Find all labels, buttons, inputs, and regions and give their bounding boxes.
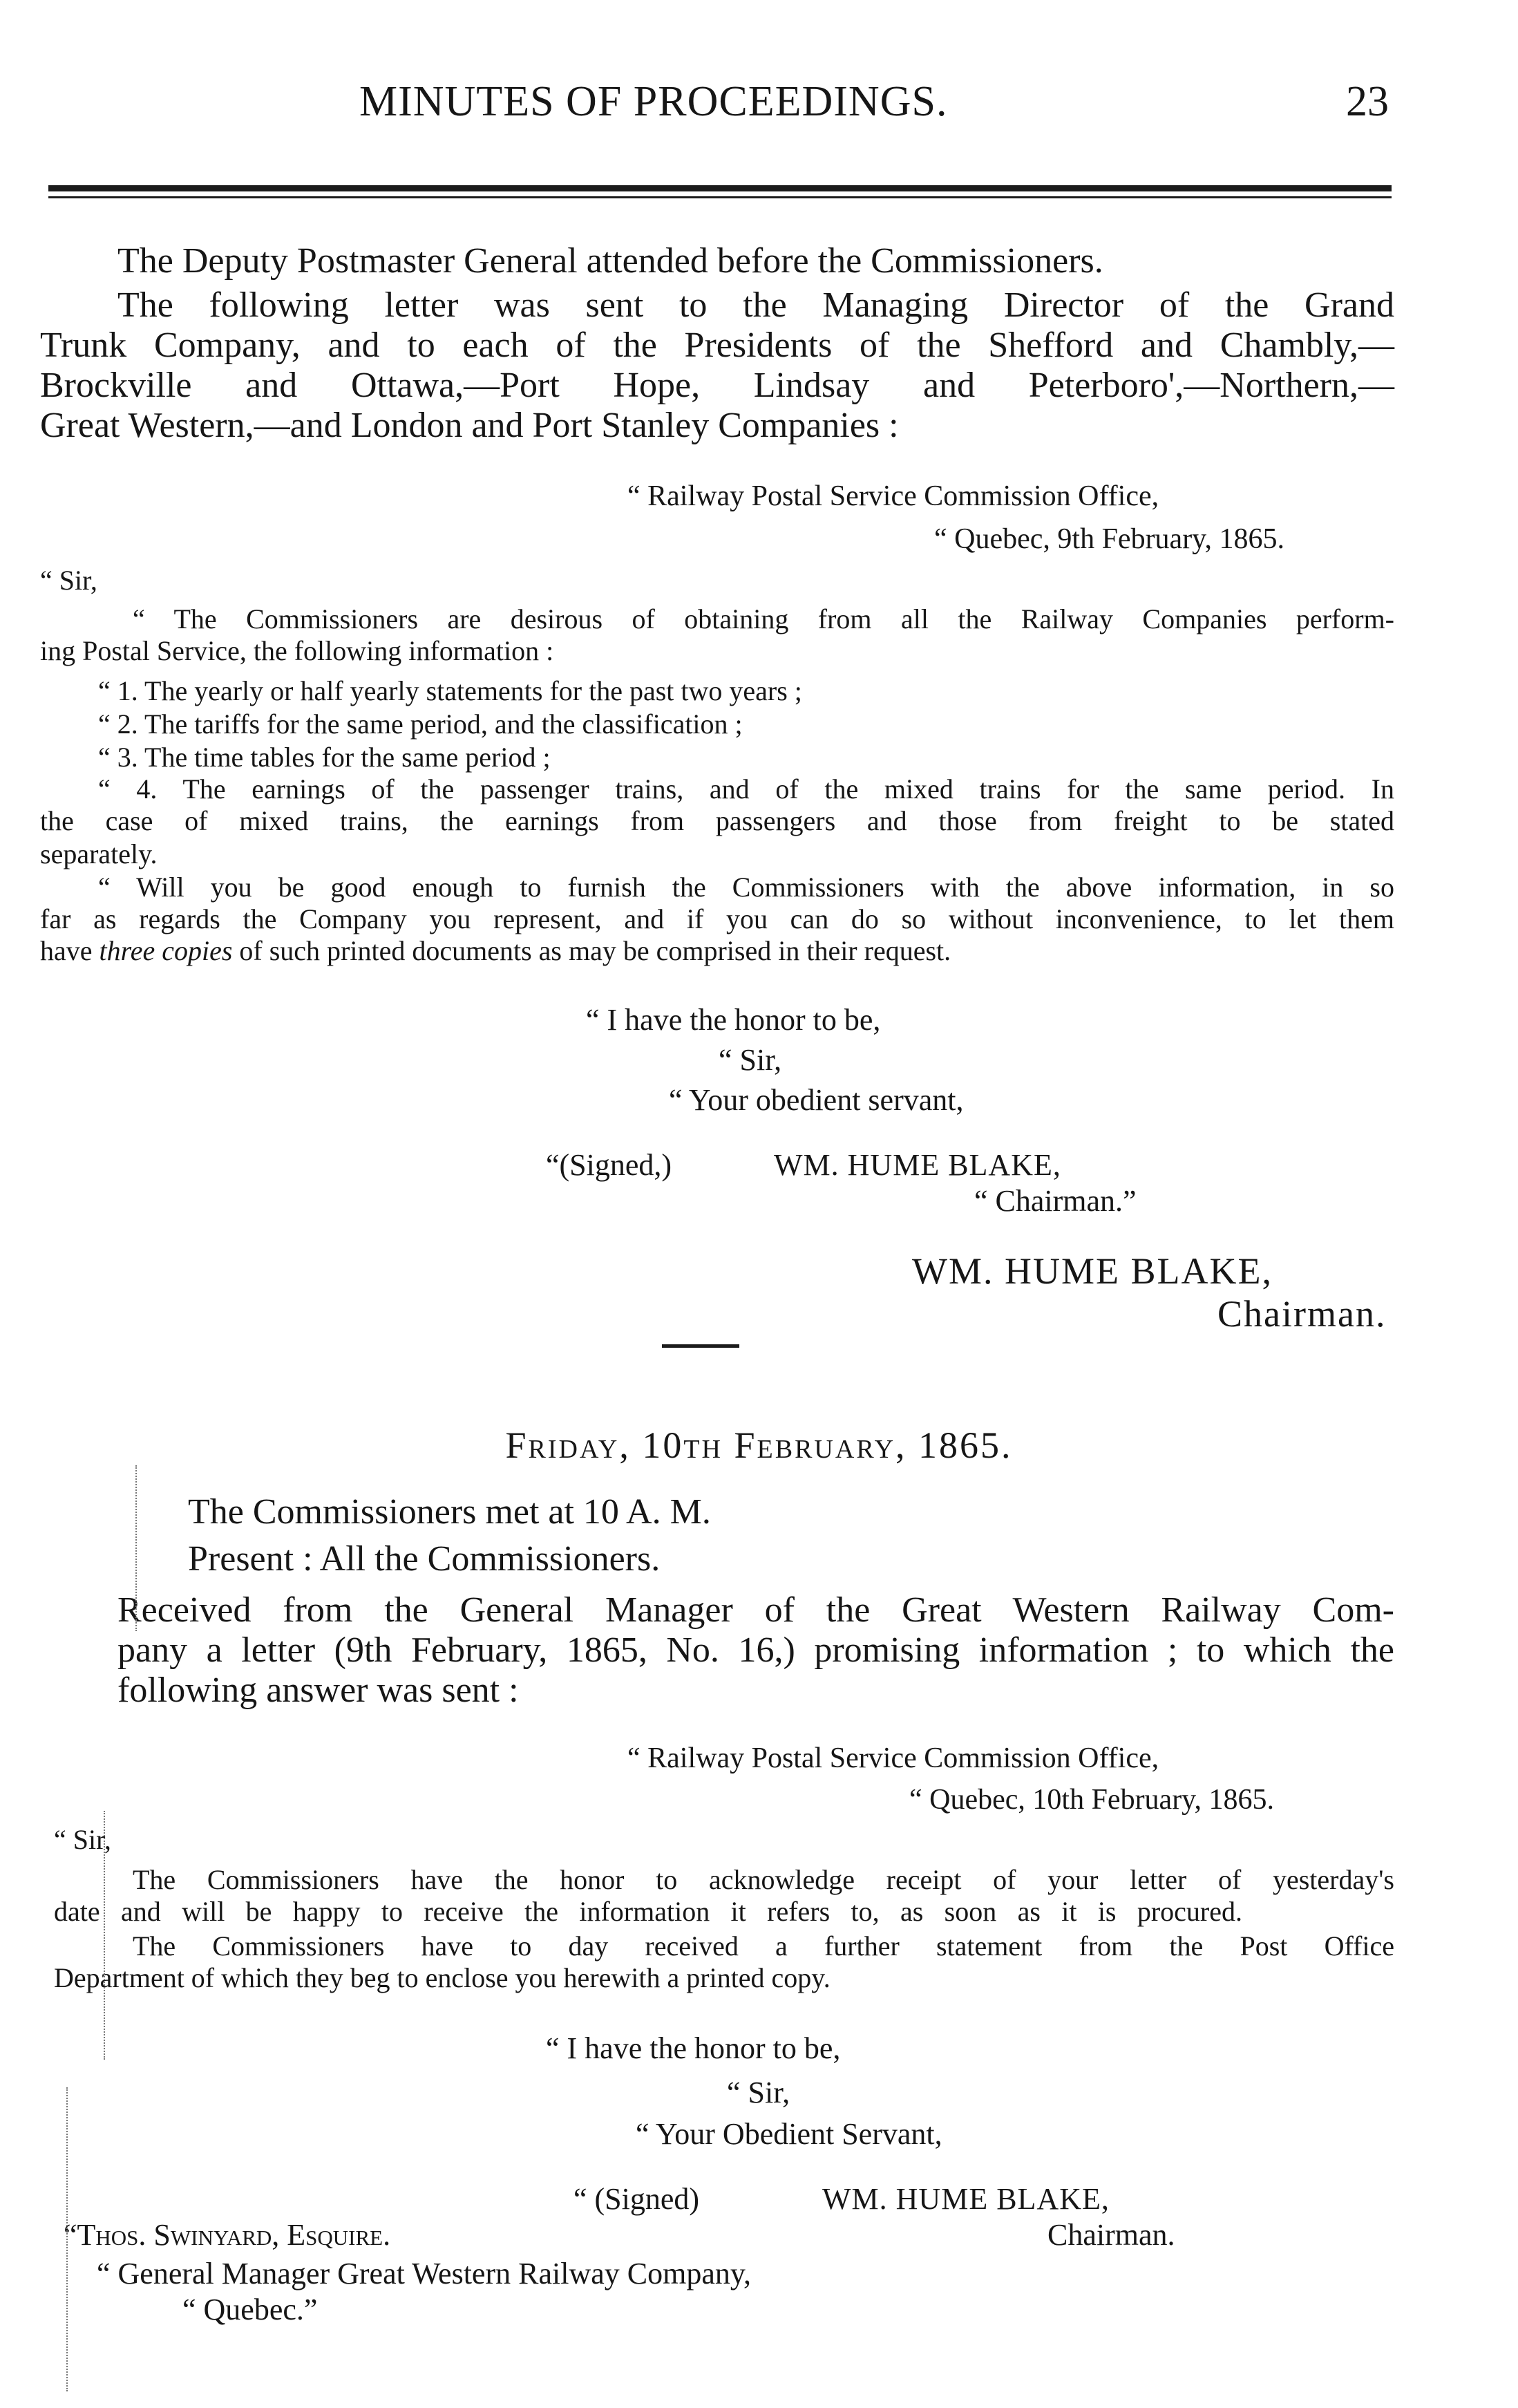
received-line-1: Received from the General Manager of the Great Western Railway Com- <box>117 1590 1394 1630</box>
margin-dotted-line <box>66 2087 68 2391</box>
meeting-time-line: The Commissioners met at 10 A. M. <box>188 1492 711 1532</box>
addressee-name: “Thos. Swinyard, Esquire. <box>64 2218 391 2252</box>
letter2-salutation: “ Sir, <box>54 1824 111 1855</box>
letter1-item-1: “ 1. The yearly or half yearly statements for the past two years ; <box>98 675 802 706</box>
attendance-line: The Deputy Postmaster General attended before the Commissioners. <box>117 241 1103 281</box>
letter1-closing-2: “ Sir, <box>719 1043 782 1077</box>
addressee-location: “ Quebec.” <box>182 2293 318 2326</box>
letter1-item-3: “ 3. The time tables for the same period ; <box>98 742 551 773</box>
letter2-body-line-1: The Commissioners have the honor to acknowledge receipt of your letter of yesterday's <box>133 1864 1394 1895</box>
letter2-body-line-3: The Commissioners have to day received a further statement from the Post Office <box>133 1930 1394 1962</box>
intro-line-1: The following letter was sent to the Managing Director of the Grand <box>117 285 1394 325</box>
letter2-closing-2: “ Sir, <box>727 2076 790 2109</box>
minutes-signature-title: Chairman. <box>1217 1293 1387 1335</box>
letter1-request-line-1: “ Will you be good enough to furnish the Commissioners with the above information, in so <box>98 872 1394 903</box>
letter2-closing-1: “ I have the honor to be, <box>546 2031 841 2065</box>
letter2-body-line-4: Department of which they beg to enclose you herewith a printed copy. <box>54 1962 831 1993</box>
letter2-signed-name: WM. HUME BLAKE, <box>822 2182 1110 2216</box>
letter1-closing-3: “ Your obedient servant, <box>669 1083 964 1117</box>
letter1-item-2: “ 2. The tariffs for the same period, and the classification ; <box>98 708 743 740</box>
attendees-line: Present : All the Commissioners. <box>188 1539 661 1579</box>
margin-dotted-line <box>135 1465 137 1631</box>
received-line-2: pany a letter (9th February, 1865, No. 16,) promising information ; to which the <box>117 1630 1394 1670</box>
intro-line-2: Trunk Company, and to each of the Presidents of the Shefford and Chambly,— <box>40 326 1394 365</box>
letter2-office: “ Railway Postal Service Commission Office, <box>627 1742 1159 1774</box>
letter2-signed-label: “ (Signed) <box>573 2182 700 2216</box>
margin-dotted-line <box>104 1811 105 2060</box>
meeting-date-heading: Friday, 10th February, 1865. <box>505 1424 1013 1466</box>
letter1-request-line-2: far as regards the Company you represent, and if you can do so without inconvenience, to let them <box>40 903 1394 934</box>
letter1-signed-title: “ Chairman.” <box>974 1184 1137 1218</box>
letter1-closing-1: “ I have the honor to be, <box>586 1003 881 1037</box>
letter1-signed-name: WM. HUME BLAKE, <box>774 1148 1061 1182</box>
letter2-body-line-2: date and will be happy to receive the information it refers to, as soon as it is procured. <box>54 1896 1242 1927</box>
letter1-body-line-1: “ The Commissioners are desirous of obtaining from all the Railway Companies perform- <box>133 603 1394 634</box>
letter1-item-4-line-2: the case of mixed trains, the earnings from passengers and those from freight to be stated <box>40 805 1394 836</box>
letter2-closing-3: “ Your Obedient Servant, <box>636 2117 942 2151</box>
letter1-office: “ Railway Postal Service Commission Office, <box>627 480 1159 512</box>
page-header-title: MINUTES OF PROCEEDINGS. <box>359 78 948 125</box>
intro-line-3: Brockville and Ottawa,—Port Hope, Lindsay and Peterboro',—Northern,— <box>40 366 1394 405</box>
intro-line-4: Great Western,—and London and Port Stanley Companies : <box>40 406 899 445</box>
letter1-request-line-3 <box>40 934 951 967</box>
letter1-place-date: “ Quebec, 9th February, 1865. <box>934 523 1284 555</box>
page-number: 23 <box>1346 78 1389 125</box>
minutes-signature-name: WM. HUME BLAKE, <box>912 1250 1273 1292</box>
letter1-item-4-line-1: “ 4. The earnings of the passenger trains, and of the mixed trains for the same period. In <box>98 773 1394 805</box>
header-rule-thick <box>48 185 1392 191</box>
header-rule-thin <box>48 196 1392 198</box>
request-line-3-end: of such printed documents as may be comprised in their request. <box>232 935 951 966</box>
section-divider <box>662 1344 739 1348</box>
request-line-3-italic: three copies <box>99 935 233 966</box>
letter1-salutation: “ Sir, <box>40 565 97 596</box>
letter1-signed-label: “(Signed,) <box>546 1148 672 1182</box>
letter1-body-line-2: ing Postal Service, the following information : <box>40 635 554 666</box>
letter2-signed-title: Chairman. <box>1047 2218 1175 2252</box>
request-line-3-start: have <box>40 935 99 966</box>
received-line-3: following answer was sent : <box>117 1671 519 1710</box>
addressee-position: “ General Manager Great Western Railway Company, <box>97 2257 751 2291</box>
letter2-place-date: “ Quebec, 10th February, 1865. <box>909 1784 1274 1816</box>
letter1-item-4-line-3: separately. <box>40 838 158 869</box>
